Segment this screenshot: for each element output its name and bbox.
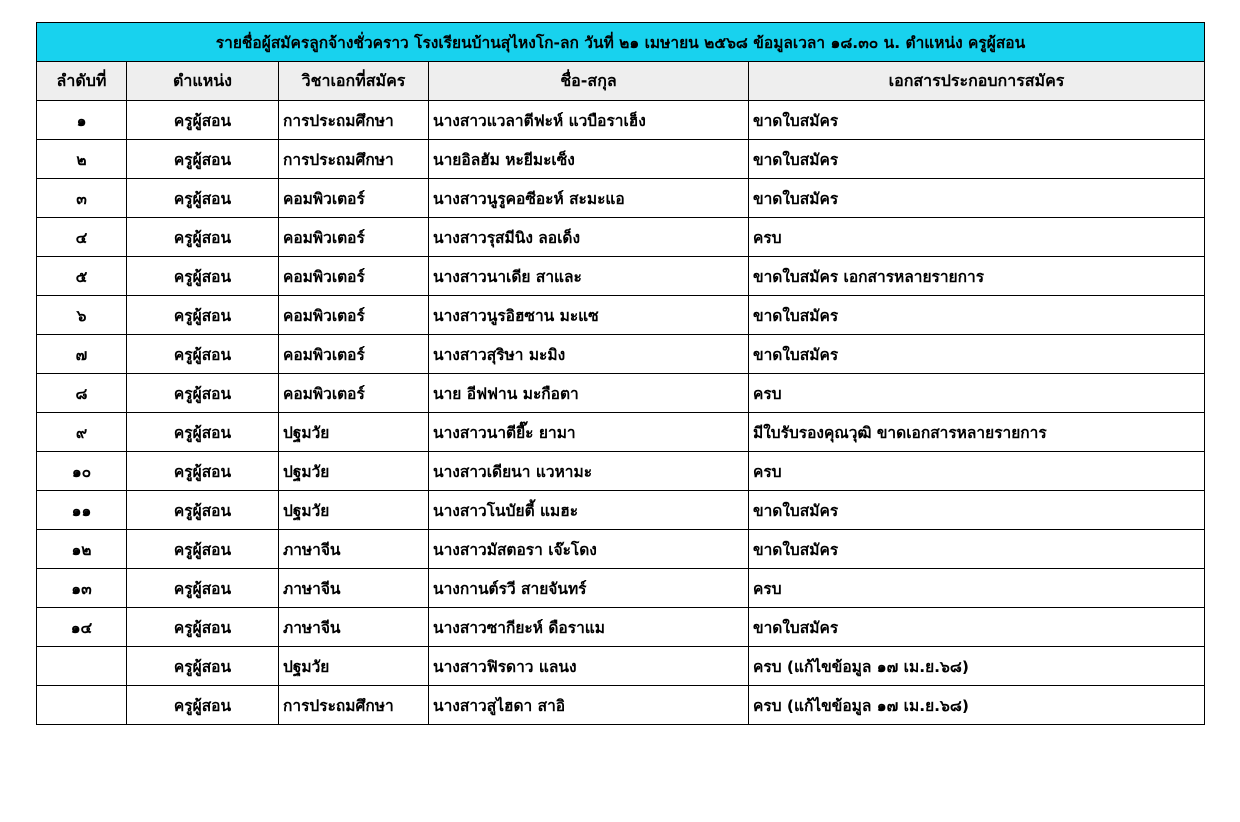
cell-documents: ครบ xyxy=(749,374,1205,413)
cell-subject: คอมพิวเตอร์ xyxy=(279,218,429,257)
header-name: ชื่อ-สกุล xyxy=(429,62,749,101)
cell-name: นางกานต์รวี สายจันทร์ xyxy=(429,569,749,608)
cell-no: ๑๔ xyxy=(37,608,127,647)
cell-position: ครูผู้สอน xyxy=(127,257,279,296)
cell-name: นางสาวแวลาตีฟะห์ แวบือราเฮ็ง xyxy=(429,101,749,140)
cell-documents: ขาดใบสมัคร xyxy=(749,179,1205,218)
table-row xyxy=(37,686,1205,725)
cell-subject: ปฐมวัย xyxy=(279,491,429,530)
cell-position: ครูผู้สอน xyxy=(127,686,279,725)
cell-documents: ขาดใบสมัคร xyxy=(749,608,1205,647)
cell-no: ๑๓ xyxy=(37,569,127,608)
table-row xyxy=(37,569,1205,608)
cell-no: ๘ xyxy=(37,374,127,413)
table-row xyxy=(37,530,1205,569)
cell-position: ครูผู้สอน xyxy=(127,413,279,452)
cell-documents: ขาดใบสมัคร xyxy=(749,140,1205,179)
cell-no: ๑๑ xyxy=(37,491,127,530)
cell-position: ครูผู้สอน xyxy=(127,101,279,140)
cell-subject: การประถมศึกษา xyxy=(279,101,429,140)
cell-name: นางสาวฟิรดาว แลนง xyxy=(429,647,749,686)
cell-name: นางสาวรุสมีนิง ลอเด็ง xyxy=(429,218,749,257)
cell-subject: ภาษาจีน xyxy=(279,530,429,569)
cell-subject: ปฐมวัย xyxy=(279,647,429,686)
cell-subject: การประถมศึกษา xyxy=(279,686,429,725)
cell-subject: คอมพิวเตอร์ xyxy=(279,335,429,374)
cell-name: นางสาวนูรูคอซีอะห์ สะมะแอ xyxy=(429,179,749,218)
cell-documents: ครบ xyxy=(749,218,1205,257)
table-row xyxy=(37,335,1205,374)
cell-documents: ครบ (แก้ไขข้อมูล ๑๗ เม.ย.๖๘) xyxy=(749,686,1205,725)
cell-position: ครูผู้สอน xyxy=(127,491,279,530)
cell-no: ๑ xyxy=(37,101,127,140)
cell-name: นายอิลฮัม หะยีมะเซ็ง xyxy=(429,140,749,179)
cell-position: ครูผู้สอน xyxy=(127,569,279,608)
cell-position: ครูผู้สอน xyxy=(127,608,279,647)
cell-position: ครูผู้สอน xyxy=(127,335,279,374)
cell-documents: ขาดใบสมัคร xyxy=(749,335,1205,374)
cell-name: นางสาวสูไฮดา สาอิ xyxy=(429,686,749,725)
cell-name: นางสาวซากียะห์ ดือราแม xyxy=(429,608,749,647)
cell-name: นางสาวนาตียี๊ะ ยามา xyxy=(429,413,749,452)
cell-subject: คอมพิวเตอร์ xyxy=(279,257,429,296)
cell-documents: ขาดใบสมัคร xyxy=(749,530,1205,569)
table-row xyxy=(37,218,1205,257)
table-row xyxy=(37,413,1205,452)
cell-documents: ขาดใบสมัคร xyxy=(749,101,1205,140)
table-row xyxy=(37,647,1205,686)
table-row xyxy=(37,179,1205,218)
cell-no: ๕ xyxy=(37,257,127,296)
table-row xyxy=(37,452,1205,491)
cell-name: นางสาวนูรอิฮซาน มะแซ xyxy=(429,296,749,335)
cell-position: ครูผู้สอน xyxy=(127,140,279,179)
cell-subject: ภาษาจีน xyxy=(279,608,429,647)
table-row xyxy=(37,140,1205,179)
header-row xyxy=(37,62,1205,101)
cell-documents: ครบ (แก้ไขข้อมูล ๑๗ เม.ย.๖๘) xyxy=(749,647,1205,686)
cell-subject: ปฐมวัย xyxy=(279,452,429,491)
header-subject: วิชาเอกที่สมัคร xyxy=(279,62,429,101)
cell-no xyxy=(37,686,127,725)
cell-no: ๖ xyxy=(37,296,127,335)
cell-no: ๑๒ xyxy=(37,530,127,569)
cell-no: ๒ xyxy=(37,140,127,179)
cell-no xyxy=(37,647,127,686)
cell-documents: ครบ xyxy=(749,569,1205,608)
header-documents: เอกสารประกอบการสมัคร xyxy=(749,62,1205,101)
table-row xyxy=(37,374,1205,413)
cell-name: นางสาวเดียนา แวหามะ xyxy=(429,452,749,491)
cell-no: ๗ xyxy=(37,335,127,374)
cell-subject: ปฐมวัย xyxy=(279,413,429,452)
cell-subject: คอมพิวเตอร์ xyxy=(279,374,429,413)
cell-name: นาย อีฟฟาน มะกือตา xyxy=(429,374,749,413)
cell-documents: มีใบรับรองคุณวุฒิ ขาดเอกสารหลายรายการ xyxy=(749,413,1205,452)
table-row xyxy=(37,257,1205,296)
cell-name: นางสาวโนบัยตี้ แมฮะ xyxy=(429,491,749,530)
cell-subject: คอมพิวเตอร์ xyxy=(279,179,429,218)
cell-no: ๔ xyxy=(37,218,127,257)
cell-position: ครูผู้สอน xyxy=(127,179,279,218)
table-row xyxy=(37,296,1205,335)
cell-position: ครูผู้สอน xyxy=(127,374,279,413)
header-no: ลำดับที่ xyxy=(37,62,127,101)
cell-subject: ภาษาจีน xyxy=(279,569,429,608)
cell-documents: ขาดใบสมัคร เอกสารหลายรายการ xyxy=(749,257,1205,296)
header-position: ตำแหน่ง xyxy=(127,62,279,101)
cell-documents: ขาดใบสมัคร xyxy=(749,491,1205,530)
applicants-table xyxy=(36,22,1205,725)
cell-no: ๑๐ xyxy=(37,452,127,491)
cell-name: นางสาวมัสตอรา เจ๊ะโดง xyxy=(429,530,749,569)
cell-name: นางสาวนาเดีย สาและ xyxy=(429,257,749,296)
table-row xyxy=(37,101,1205,140)
cell-no: ๓ xyxy=(37,179,127,218)
cell-position: ครูผู้สอน xyxy=(127,296,279,335)
cell-position: ครูผู้สอน xyxy=(127,452,279,491)
cell-position: ครูผู้สอน xyxy=(127,218,279,257)
cell-no: ๙ xyxy=(37,413,127,452)
table-row xyxy=(37,608,1205,647)
cell-position: ครูผู้สอน xyxy=(127,530,279,569)
table-row xyxy=(37,491,1205,530)
cell-name: นางสาวสุริษา มะมิง xyxy=(429,335,749,374)
cell-subject: การประถมศึกษา xyxy=(279,140,429,179)
cell-documents: ขาดใบสมัคร xyxy=(749,296,1205,335)
table-title: รายชื่อผู้สมัครลูกจ้างชั่วคราว โรงเรียนบ้านสุไหงโก-ลก วันที่ ๒๑ เมษายน ๒๕๖๘ ข้อมูลเวลา ๑๘.๓๐ น. ตำแหน่ง ครูผู้สอน xyxy=(37,23,1205,62)
cell-documents: ครบ xyxy=(749,452,1205,491)
cell-position: ครูผู้สอน xyxy=(127,647,279,686)
cell-subject: คอมพิวเตอร์ xyxy=(279,296,429,335)
